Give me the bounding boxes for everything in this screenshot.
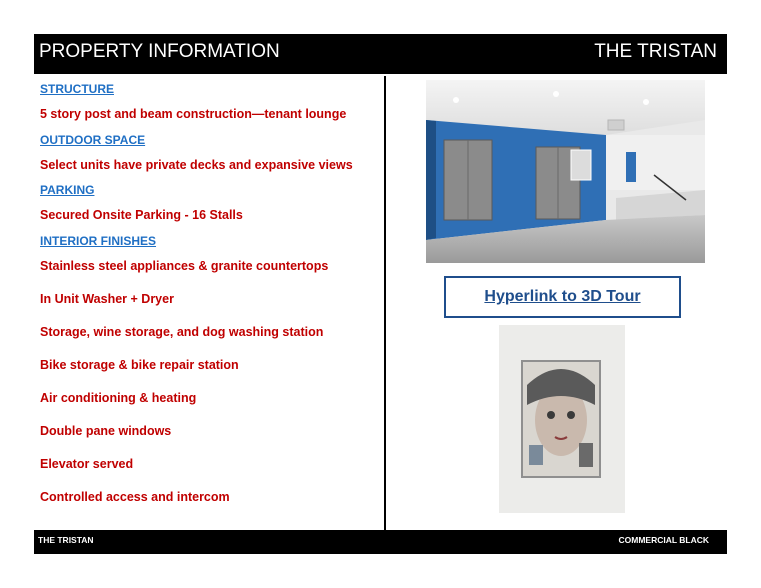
column-divider [384,76,386,530]
feature-item: Bike storage & bike repair station [40,358,239,372]
artwork-photo [499,325,625,513]
property-name: THE TRISTAN [594,41,717,62]
header-bar [34,34,727,74]
outdoor-space-value: Select units have private decks and expansive views [40,158,353,172]
3d-tour-link-box[interactable] [444,276,681,318]
structure-value: 5 story post and beam construction—tenant lounge [40,107,347,121]
feature-item: Storage, wine storage, and dog washing station [40,325,324,339]
feature-item: Double pane windows [40,424,172,438]
3d-tour-link[interactable]: Hyperlink to 3D Tour [484,288,641,305]
interior-finishes-value: Stainless steel appliances & granite countertops [40,259,329,273]
feature-item: In Unit Washer + Dryer [40,292,174,306]
outdoor-space-heading: OUTDOOR SPACE [40,133,146,147]
structure-heading: STRUCTURE [40,82,114,96]
feature-item: Controlled access and intercom [40,490,230,504]
footer-brand: COMMERCIAL BLACK [618,535,709,545]
interior-finishes-heading: INTERIOR FINISHES [40,234,157,248]
page-title: PROPERTY INFORMATION [39,41,280,62]
feature-item: Elevator served [40,457,134,471]
footer-property-name: THE TRISTAN [38,535,94,545]
feature-item: Air conditioning & heating [40,391,197,405]
footer-bar [34,530,727,554]
lobby-photo [426,80,705,263]
parking-value: Secured Onsite Parking - 16 Stalls [40,208,243,222]
parking-heading: PARKING [40,183,95,197]
